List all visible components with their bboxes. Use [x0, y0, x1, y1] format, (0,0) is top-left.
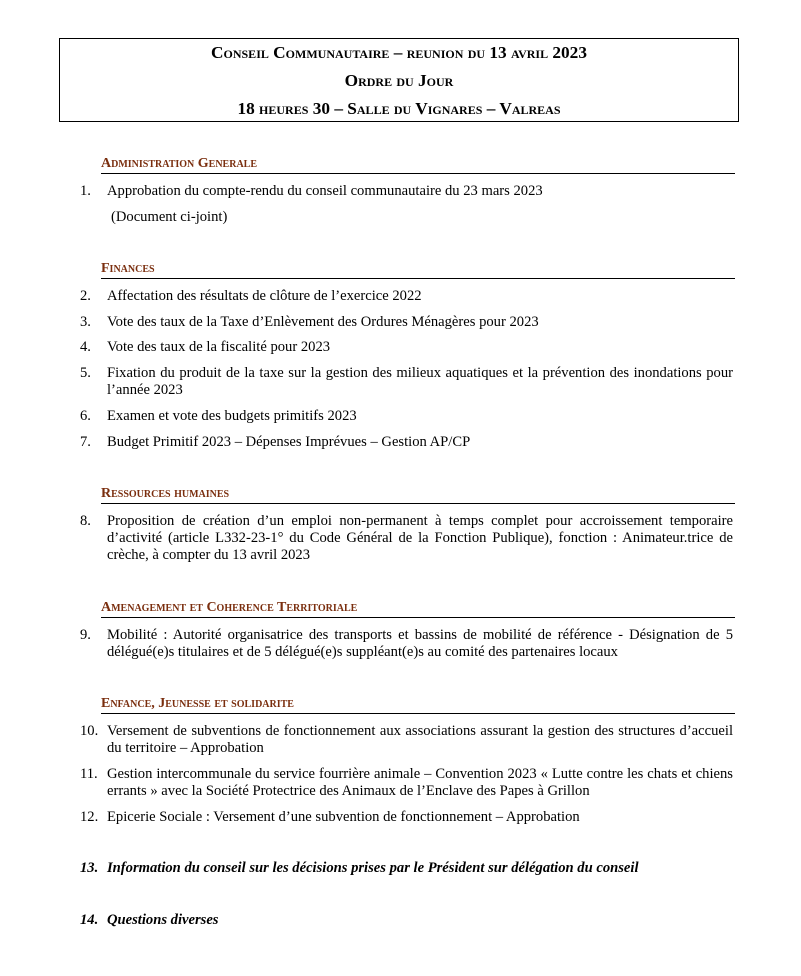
agenda-item	[80, 288, 733, 305]
item-number: 12.	[80, 809, 99, 825]
item-number: 9.	[80, 627, 91, 643]
item-text: Information du conseil sur les décisions prises par le Président sur délégation du conseil	[107, 860, 639, 876]
agenda-item	[80, 314, 733, 331]
item-text: Examen et vote des budgets primitifs 2023	[107, 408, 357, 424]
item-text: Gestion intercommunale du service fourrière animale – Convention 2023 « Lutte contre les chats et chiens errants » avec la Société Protectrice des Animaux de l’Enclave des Papes à Grillon	[107, 766, 733, 799]
item-number: 5.	[80, 365, 91, 381]
section-title-administration: Administration Generale	[101, 156, 735, 174]
item-number: 14.	[80, 912, 99, 928]
agenda-item	[80, 723, 733, 757]
agenda-item	[80, 408, 733, 425]
section-title-enfance: Enfance, Jeunesse et solidarite	[101, 696, 735, 714]
item-text: Proposition de création d’un emploi non-permanent à temps complet pour accroissement temporaire d’activité (article L332-23-1° du Code Général de la Fonction Publique), fonction : Animateur.trice de crèche, à compter du 13 avril 2023	[107, 513, 733, 563]
item-text: Vote des taux de la fiscalité pour 2023	[107, 339, 331, 355]
item-text: Epicerie Sociale : Versement d’une subvention de fonctionnement – Approbation	[107, 809, 580, 825]
item-number: 11.	[80, 766, 98, 782]
item-number: 1.	[80, 183, 91, 199]
item-text: Fixation du produit de la taxe sur la gestion des milieux aquatiques et la prévention des inondations pour l’année 2023	[107, 365, 733, 398]
agenda-item	[80, 365, 733, 399]
item-number: 8.	[80, 513, 91, 529]
item-text: Questions diverses	[107, 912, 219, 928]
item-number: 4.	[80, 339, 91, 355]
item-number: 2.	[80, 288, 91, 304]
item-text: Mobilité : Autorité organisatrice des transports et bassins de mobilité de référence - Désignation de 5 délégué(e)s titulaires et de 5 délégué(e)s suppléant(e)s au comité des partenaires locaux	[107, 627, 733, 660]
agenda-header-box	[59, 38, 739, 122]
section-title-finances: Finances	[101, 261, 735, 279]
item-text: Budget Primitif 2023 – Dépenses Imprévues – Gestion AP/CP	[107, 434, 471, 450]
agenda-item	[80, 434, 733, 451]
agenda-item	[80, 513, 733, 564]
document-attached-note: (Document ci-joint)	[111, 209, 228, 225]
meeting-time-location: 18 heures 30 – Salle du Vignares – Valreas	[237, 99, 561, 118]
item-number: 3.	[80, 314, 91, 330]
agenda-item	[80, 627, 733, 661]
agenda-title: Ordre du Jour	[344, 71, 454, 90]
item-number: 10.	[80, 723, 99, 739]
item-text: Approbation du compte-rendu du conseil communautaire du 23 mars 2023	[107, 183, 543, 199]
item-text: Affectation des résultats de clôture de l’exercice 2022	[107, 288, 422, 304]
agenda-item	[80, 339, 733, 356]
agenda-item	[80, 912, 733, 929]
section-title-amenagement: Amenagement et Coherence Territoriale	[101, 600, 735, 618]
item-number: 7.	[80, 434, 91, 450]
item-text: Versement de subventions de fonctionnement aux associations assurant la gestion des structures d’accueil du territoire – Approbation	[107, 723, 733, 756]
item-number: 13.	[80, 860, 99, 876]
item-number: 6.	[80, 408, 91, 424]
agenda-item	[80, 766, 733, 800]
section-title-ressources-humaines: Ressources humaines	[101, 486, 735, 504]
agenda-item	[80, 809, 733, 826]
item-text: Vote des taux de la Taxe d’Enlèvement des Ordures Ménagères pour 2023	[107, 314, 539, 330]
meeting-title: Conseil Communautaire – reunion du 13 avril 2023	[211, 43, 587, 62]
agenda-item	[80, 860, 733, 877]
agenda-item	[80, 183, 733, 200]
